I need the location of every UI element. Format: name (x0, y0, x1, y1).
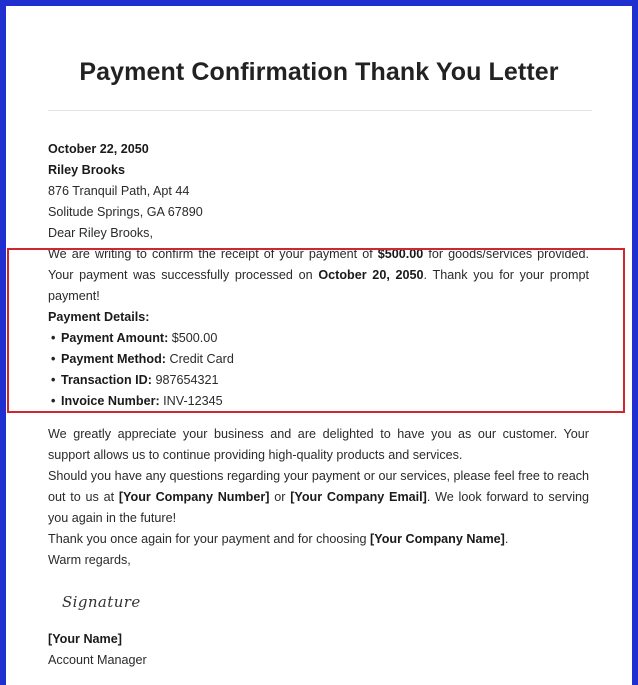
list-item (48, 328, 589, 349)
list-item (48, 391, 589, 412)
page-title: Payment Confirmation Thank You Letter (79, 58, 559, 86)
thanks-text-1: Thank you once again for your payment and for choosing (48, 532, 371, 546)
letter-page (6, 6, 632, 685)
questions-text-3: . We look forward to serving you again in the future! (48, 490, 589, 525)
intro-text-3: . Thank you for your prompt payment! (48, 268, 589, 303)
company-name-placeholder: [Your Company Name] (370, 532, 505, 546)
intro-text-1: We are writing to confirm the receipt of your payment of (48, 247, 378, 261)
intro-paragraph (48, 244, 589, 307)
detail-label: Payment Amount: (61, 331, 169, 345)
thanks-paragraph (48, 529, 589, 550)
intro-amount: $500.00 (377, 247, 424, 261)
company-number-placeholder: [Your Company Number] (118, 490, 270, 504)
signature: Signature (62, 593, 141, 611)
thanks-text-2: . (504, 532, 509, 546)
salutation: Dear Riley Brooks, (48, 226, 153, 240)
spacer (48, 412, 589, 424)
list-item (48, 370, 589, 391)
company-email-placeholder: [Your Company Email] (290, 490, 427, 504)
letter-body (48, 139, 589, 671)
detail-value: 987654321 (151, 373, 219, 387)
sender-title: Account Manager (48, 653, 147, 667)
detail-value: $500.00 (168, 331, 218, 345)
intro-text-2: for goods/services provided. Your payment was successfully processed on (48, 247, 589, 282)
detail-value: Credit Card (165, 352, 234, 366)
payment-details-heading: Payment Details: (48, 310, 150, 324)
questions-paragraph (48, 466, 589, 529)
title-divider (48, 110, 592, 111)
payment-details-list (48, 328, 589, 412)
detail-label: Invoice Number: (61, 394, 160, 408)
appreciation-paragraph: We greatly appreciate your business and are delighted to have you as our customer. Your support allows us to continue providing high-quality products and services. (48, 427, 589, 462)
intro-processed-date: October 20, 2050 (318, 268, 424, 282)
recipient-address-line2: Solitude Springs, GA 67890 (48, 205, 203, 219)
detail-label: Transaction ID: (61, 373, 152, 387)
letter-date: October 22, 2050 (48, 142, 149, 156)
questions-text-1: Should you have any questions regarding your payment or our services, please feel free to reach out to us at (48, 469, 589, 504)
detail-value: INV-12345 (159, 394, 223, 408)
recipient-name: Riley Brooks (48, 163, 125, 177)
detail-label: Payment Method: (61, 352, 166, 366)
sender-name: [Your Name] (48, 632, 122, 646)
closing: Warm regards, (48, 553, 131, 567)
recipient-address-line1: 876 Tranquil Path, Apt 44 (48, 184, 190, 198)
list-item (48, 349, 589, 370)
questions-text-2: or (269, 490, 291, 504)
